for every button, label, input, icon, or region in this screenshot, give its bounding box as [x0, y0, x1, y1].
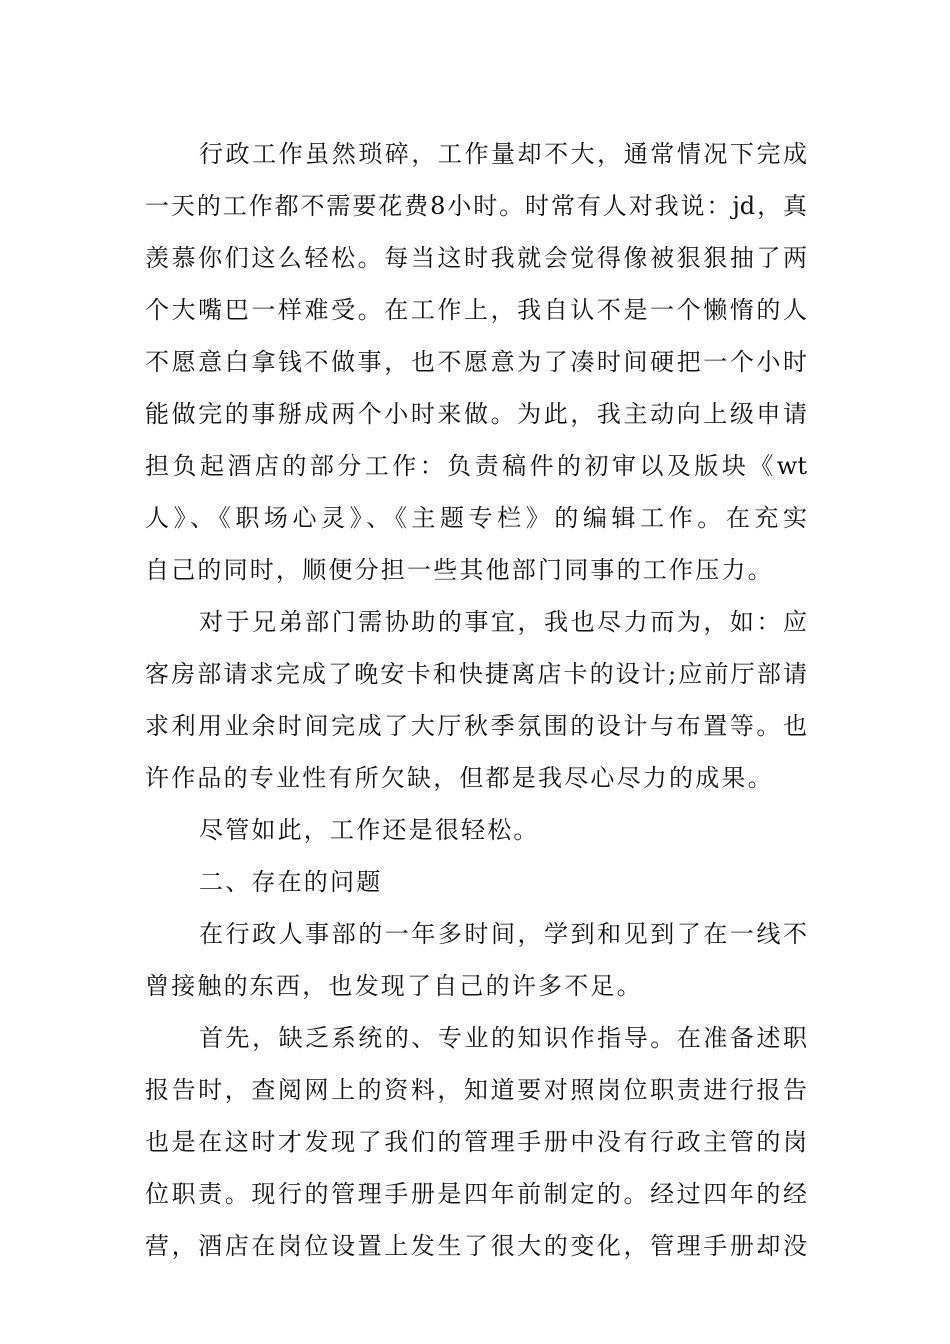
paragraph-line: 在行政人事部的一年多时间，学到和见到了在一线不 — [199, 920, 807, 948]
section-heading: 二、存在的问题 — [199, 868, 383, 896]
paragraph-line: 营，酒店在岗位设置上发生了很大的变化，管理手册却没 — [145, 1232, 807, 1260]
paragraph-line: 曾接触的东西，也发现了自己的许多不足。 — [145, 972, 643, 1000]
paragraph-line: 自己的同时，顺便分担一些其他部门同事的工作压力。 — [145, 556, 774, 584]
paragraph-line: 不愿意白拿钱不做事，也不愿意为了凑时间硬把一个小时 — [145, 348, 807, 376]
paragraph-line: 报告时，查阅网上的资料，知道要对照岗位职责进行报告 — [145, 1076, 807, 1104]
paragraph-line: 也是在这时才发现了我们的管理手册中没有行政主管的岗 — [145, 1128, 807, 1156]
paragraph-line: 位职责。现行的管理手册是四年前制定的。经过四年的经 — [145, 1180, 807, 1208]
document-body — [145, 128, 807, 1272]
paragraph-line: 担负起酒店的部分工作：负责稿件的初审以及版块《wt — [145, 452, 807, 480]
paragraph-line: 羡慕你们这么轻松。每当这时我就会觉得像被狠狠抽了两 — [145, 244, 807, 272]
paragraph-line: 首先，缺乏系统的、专业的知识作指导。在准备述职 — [199, 1024, 807, 1052]
paragraph-line: 求利用业余时间完成了大厅秋季氛围的设计与布置等。也 — [145, 712, 807, 740]
paragraph-line: 一天的工作都不需要花费8小时。时常有人对我说：jd，真 — [145, 192, 807, 220]
paragraph-line: 客房部请求完成了晚安卡和快捷离店卡的设计;应前厅部请 — [145, 660, 807, 688]
paragraph-line: 尽管如此，工作还是很轻松。 — [199, 816, 540, 844]
paragraph-line: 人》、《职场心灵》、《主题专栏》的编辑工作。在充实 — [145, 504, 807, 532]
paragraph-line: 行政工作虽然琐碎，工作量却不大，通常情况下完成 — [199, 140, 807, 168]
paragraph-line: 对于兄弟部门需协助的事宜，我也尽力而为，如：应 — [199, 608, 807, 636]
paragraph-line: 能做完的事掰成两个小时来做。为此，我主动向上级申请 — [145, 400, 807, 428]
paragraph-line: 许作品的专业性有所欠缺，但都是我尽心尽力的成果。 — [145, 764, 774, 792]
paragraph-line: 个大嘴巴一样难受。在工作上，我自认不是一个懒惰的人 — [145, 296, 807, 324]
